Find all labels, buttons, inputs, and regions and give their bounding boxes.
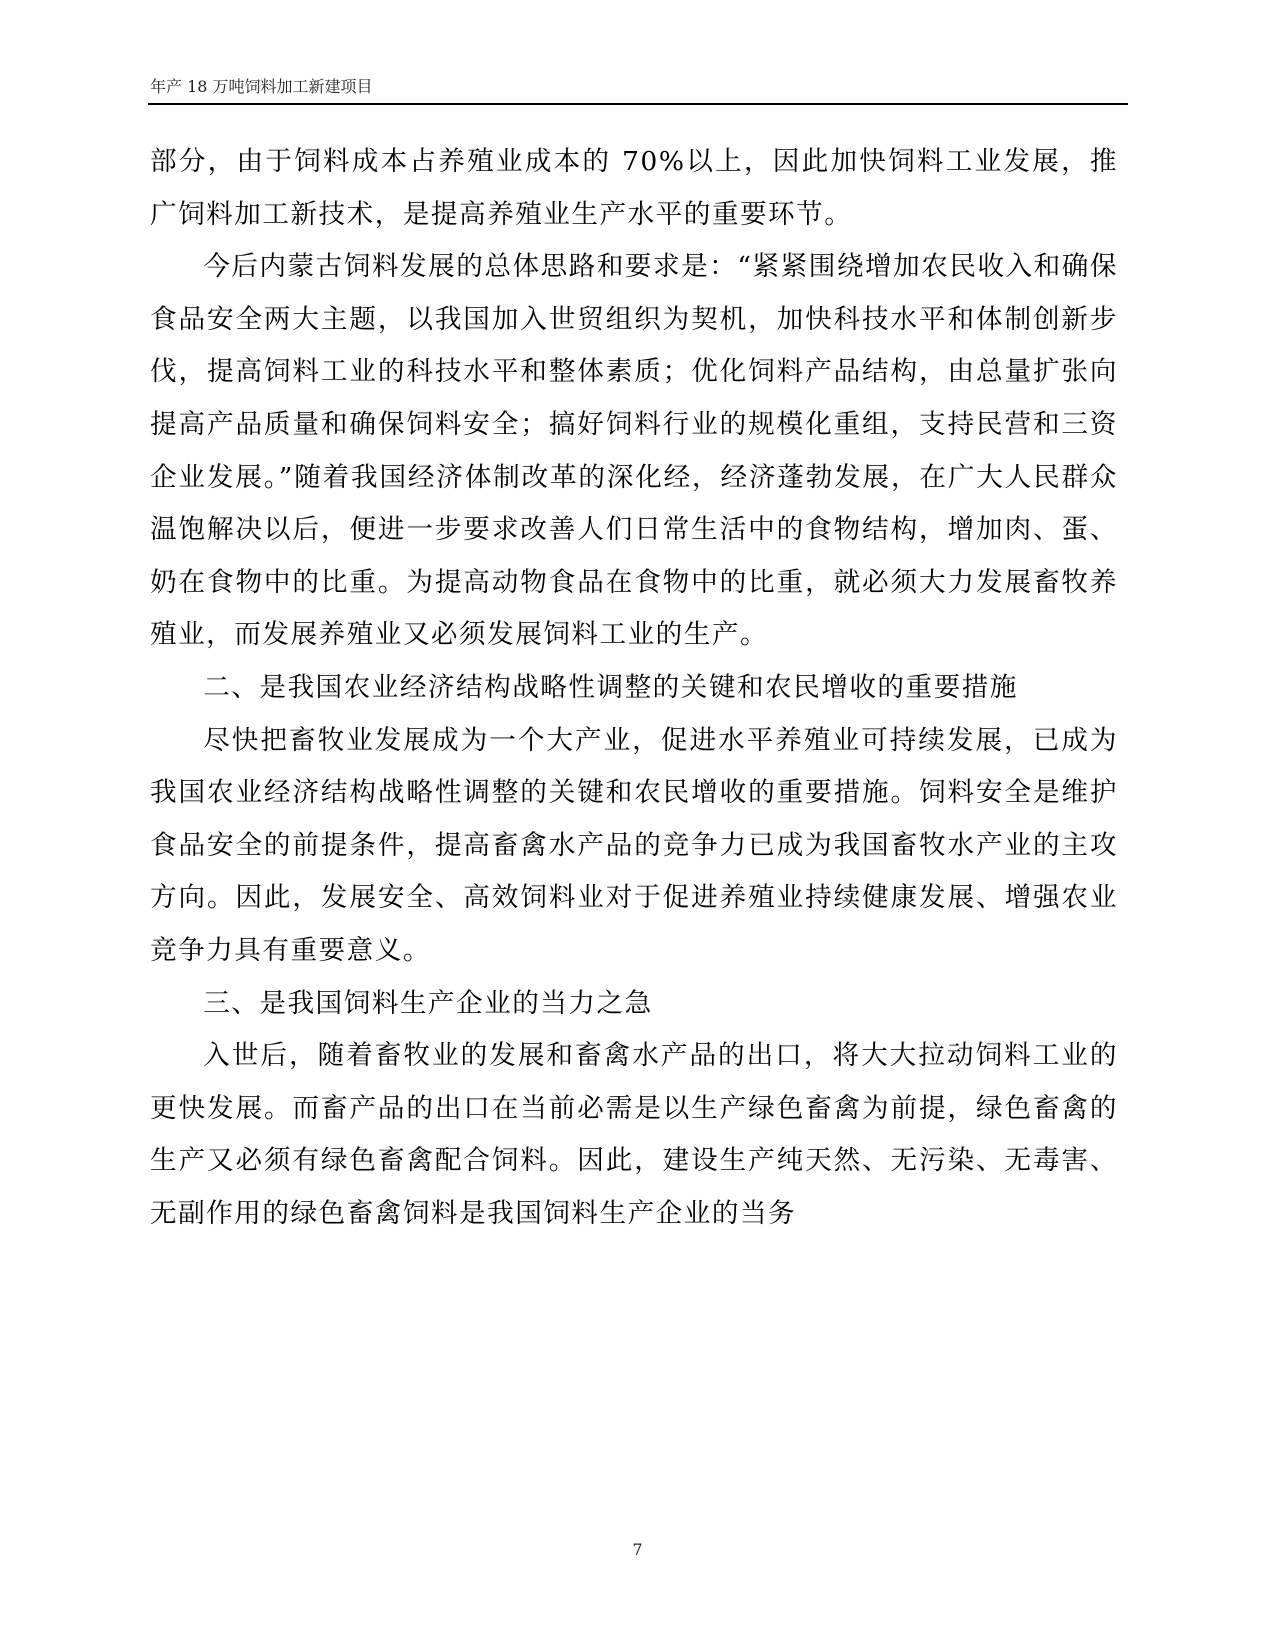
page-number: 7 [632, 1540, 643, 1559]
section-heading-2: 二、是我国农业经济结构战略性调整的关键和农民增收的重要措施 [203, 671, 1018, 703]
paragraph-continuation: 部分，由于饲料成本占养殖业成本的 70%以上，因此加快饲料工业发展，推广饲料加工新技术，是提高养殖业生产水平的重要环节。 [150, 146, 1118, 230]
document-body [150, 136, 1118, 1240]
header-divider [148, 103, 1128, 105]
paragraph: 入世后，随着畜牧业的发展和畜禽水产品的出口，将大大拉动饲料工业的更快发展。而畜产品的出口在当前必需是以生产绿色畜禽为前提，绿色畜禽的生产又必须有绿色畜禽配合饲料。因此，建设生产纯天然、无污染、无毒害、无副作用的绿色畜禽饲料是我国饲料生产企业的当务 [150, 1040, 1118, 1229]
running-header-title: 年产 18 万吨饲料加工新建项目 [150, 77, 373, 96]
section-heading-3: 三、是我国饲料生产企业的当力之急 [203, 987, 653, 1019]
paragraph: 尽快把畜牧业发展成为一个大产业，促进水平养殖业可持续发展，已成为我国农业经济结构战略性调整的关键和农民增收的重要措施。饲料安全是维护食品安全的前提条件，提高畜禽水产品的竞争力已成为我国畜牧水产业的主攻方向。因此，发展安全、高效饲料业对于促进养殖业持续健康发展、增强农业竞争力具有重要意义。 [150, 724, 1118, 966]
paragraph: 今后内蒙古饲料发展的总体思路和要求是：“紧紧围绕增加农民收入和确保食品安全两大主题，以我国加入世贸组织为契机，加快科技水平和体制创新步伐，提高饲料工业的科技水平和整体素质；优化饲料产品结构，由总量扩张向提高产品质量和确保饲料安全；搞好饲料行业的规模化重组，支持民营和三资企业发展。”随着我国经济体制改革的深化经，经济蓬勃发展，在广大人民群众温饱解决以后，便进一步要求改善人们日常生活中的食物结构，增加肉、蛋、奶在食物中的比重。为提高动物食品在食物中的比重，就必须大力发展畜牧养殖业，而发展养殖业又必须发展饲料工业的生产。 [150, 251, 1118, 651]
